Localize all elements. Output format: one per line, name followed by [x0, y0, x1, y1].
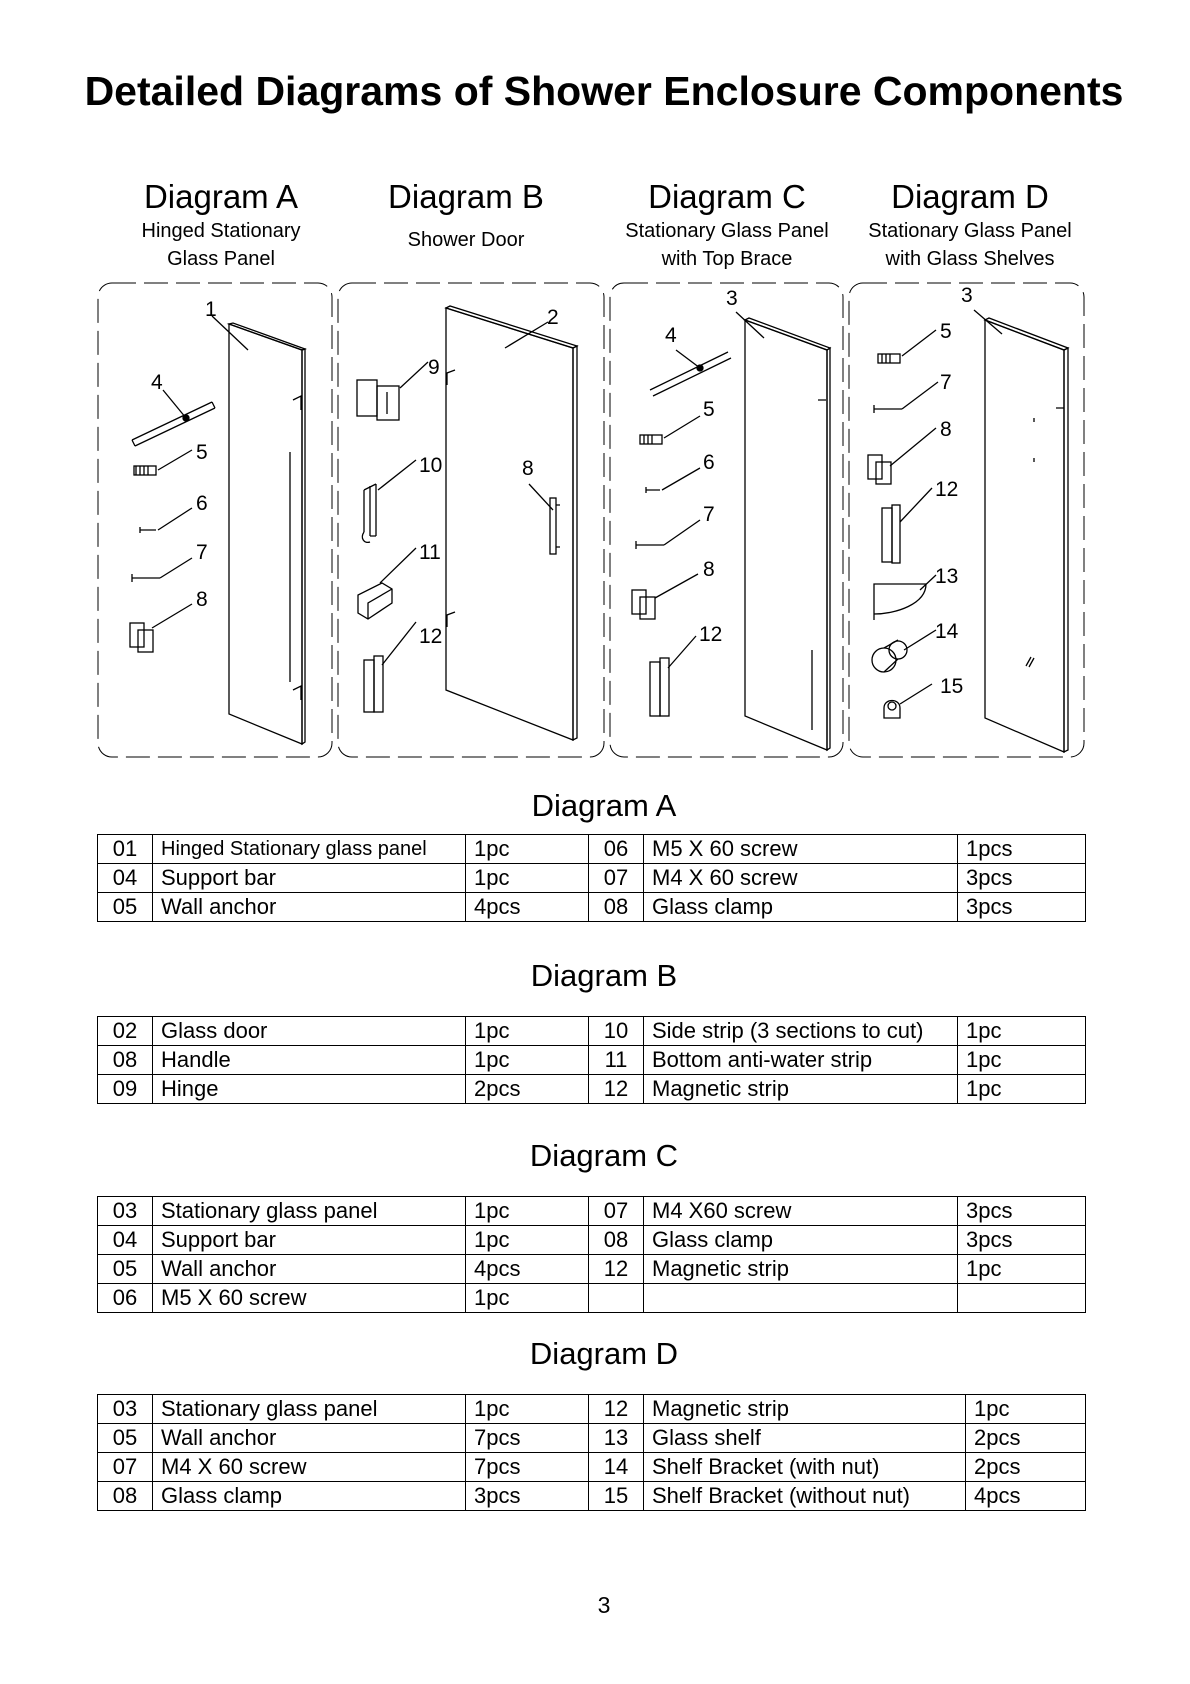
- part-number: 10: [589, 1017, 644, 1046]
- diagram-d-leader-5: [902, 330, 936, 356]
- diagram-d-callout-12: 12: [935, 478, 959, 501]
- diagram-a-subtitle-line-1: Hinged Stationary: [141, 220, 301, 242]
- table-c-heading: Diagram C: [529, 1138, 679, 1173]
- part-number: 05: [98, 893, 153, 922]
- diagram-d-callout-13: 13: [935, 565, 959, 588]
- diagram-b-callout-9: 9: [428, 356, 440, 379]
- diagram-c-callout-4: 4: [665, 324, 677, 347]
- diagram-b-header: [346, 178, 586, 253]
- part-number: 05: [98, 1255, 153, 1284]
- part-number: 07: [589, 1197, 644, 1226]
- part-name: Handle: [153, 1046, 466, 1075]
- diagram-c-callout-8: 8: [703, 558, 715, 581]
- part-number: 03: [98, 1395, 153, 1424]
- table-b-heading: Diagram B: [530, 958, 678, 993]
- diagram-b-leader-10: [378, 460, 416, 490]
- diagram-a-leader-7: [160, 558, 192, 578]
- diagram-b-leader-8: [529, 484, 553, 510]
- diagram-c-leader-4: [676, 350, 700, 368]
- diagram-b-leader-2: [505, 322, 548, 348]
- diagram-a-leader-8: [152, 604, 192, 628]
- diagram-d-callout-15: 15: [940, 675, 964, 698]
- diagram-b-magnetic-strip: [364, 656, 383, 712]
- diagram-d-title: Diagram D: [891, 178, 1049, 215]
- diagram-d-shelf-bracket-with-nut: [872, 640, 907, 672]
- diagram-b-parts-table: [97, 1016, 1086, 1104]
- part-name: [644, 1284, 958, 1313]
- diagram-c-leader-6: [662, 468, 700, 490]
- part-number: 03: [98, 1197, 153, 1226]
- diagram-d-callout-14: 14: [935, 620, 959, 643]
- diagram-b-subtitle: Shower Door: [407, 229, 525, 251]
- part-name: M4 X 60 screw: [153, 1453, 466, 1482]
- part-name: Glass shelf: [644, 1424, 966, 1453]
- part-qty: 3pcs: [466, 1482, 589, 1511]
- diagram-b-callout-11: 11: [419, 541, 441, 564]
- diagram-d-wall-anchor: [878, 354, 900, 363]
- diagram-c-callout-3: 3: [726, 287, 738, 310]
- part-qty: 3pcs: [958, 1226, 1086, 1255]
- diagram-c-leader-5: [664, 416, 700, 438]
- part-number: 02: [98, 1017, 153, 1046]
- part-name: Glass door: [153, 1017, 466, 1046]
- part-name: Shelf Bracket (with nut): [644, 1453, 966, 1482]
- part-number: [589, 1284, 644, 1313]
- part-qty: 1pc: [466, 1284, 589, 1313]
- part-qty: 1pc: [958, 1075, 1086, 1104]
- table-row: [98, 1255, 1086, 1284]
- diagram-a-callout-8: 8: [196, 588, 208, 611]
- part-name: Magnetic strip: [644, 1255, 958, 1284]
- diagram-b-title: Diagram B: [388, 178, 544, 215]
- part-qty: 4pcs: [966, 1482, 1086, 1511]
- part-qty: 1pc: [466, 1197, 589, 1226]
- part-number: 14: [589, 1453, 644, 1482]
- part-name: Glass clamp: [644, 1226, 958, 1255]
- part-number: 07: [98, 1453, 153, 1482]
- diagram-c-leader-3: [736, 312, 764, 338]
- part-name: M5 X 60 screw: [153, 1284, 466, 1313]
- diagram-b-callout-8: 8: [522, 457, 534, 480]
- diagram-d-leader-12: [900, 488, 932, 522]
- part-name: Magnetic strip: [644, 1395, 966, 1424]
- diagram-c-callout-5: 5: [703, 398, 715, 421]
- diagram-b-leader-9: [400, 362, 428, 388]
- diagram-d-subtitle-line-2: with Glass Shelves: [885, 248, 1055, 270]
- part-name: Support bar: [153, 1226, 466, 1255]
- part-number: 13: [589, 1424, 644, 1453]
- table-row: [98, 1284, 1086, 1313]
- diagram-a-callout-1: 1: [205, 298, 217, 321]
- diagram-c-callout-12: 12: [699, 623, 723, 646]
- part-qty: 2pcs: [966, 1424, 1086, 1453]
- diagram-a-glass-panel: [229, 323, 305, 744]
- diagram-a-frame: [98, 283, 332, 757]
- part-number: 12: [589, 1075, 644, 1104]
- diagram-c-support-bar: [650, 352, 731, 396]
- diagram-a-leader-6: [158, 508, 192, 530]
- part-number: 06: [589, 835, 644, 864]
- part-number: 06: [98, 1284, 153, 1313]
- table-d-heading: Diagram D: [529, 1336, 679, 1371]
- part-name: Glass clamp: [644, 893, 958, 922]
- diagram-a-callout-4: 4: [151, 371, 163, 394]
- part-qty: 2pcs: [466, 1075, 589, 1104]
- diagram-c-leader-8: [655, 574, 698, 598]
- diagram-c-leader-12: [668, 636, 696, 668]
- diagram-d-callout-3: 3: [961, 284, 973, 307]
- part-name: Wall anchor: [153, 893, 466, 922]
- table-row: [98, 1226, 1086, 1255]
- part-number: 12: [589, 1255, 644, 1284]
- diagram-d-m4-screw: [874, 405, 902, 413]
- part-qty: 1pc: [966, 1395, 1086, 1424]
- part-number: 12: [589, 1395, 644, 1424]
- part-name: Shelf Bracket (without nut): [644, 1482, 966, 1511]
- diagram-b-frame: [338, 283, 604, 757]
- table-row: [98, 864, 1086, 893]
- part-name: Wall anchor: [153, 1255, 466, 1284]
- part-name: M4 X60 screw: [644, 1197, 958, 1226]
- part-qty: 4pcs: [466, 893, 589, 922]
- part-number: 08: [98, 1482, 153, 1511]
- part-name: Stationary glass panel: [153, 1395, 466, 1424]
- diagram-a-subtitle-line-2: Glass Panel: [167, 248, 275, 270]
- part-name: M4 X 60 screw: [644, 864, 958, 893]
- part-number: 15: [589, 1482, 644, 1511]
- diagram-a-title: Diagram A: [143, 178, 299, 215]
- part-name: M5 X 60 screw: [644, 835, 958, 864]
- part-qty: 3pcs: [958, 893, 1086, 922]
- part-qty: 1pcs: [958, 835, 1086, 864]
- part-number: 08: [589, 893, 644, 922]
- diagram-a-m5-screw: [140, 527, 156, 533]
- part-qty: 1pc: [466, 1395, 589, 1424]
- diagram-d-glass-shelf: [874, 584, 926, 620]
- diagram-d-magnetic-strip: [882, 505, 900, 563]
- table-row: [98, 1046, 1086, 1075]
- diagram-a-parts-table: [97, 834, 1086, 922]
- diagram-d-leader-8: [890, 428, 936, 466]
- table-row: [98, 1197, 1086, 1226]
- diagram-a-leader-4: [163, 390, 186, 418]
- table-a-heading: Diagram A: [531, 788, 677, 823]
- table-row: [98, 893, 1086, 922]
- part-qty: 4pcs: [466, 1255, 589, 1284]
- diagram-d-leader-7: [902, 382, 938, 409]
- part-qty: 7pcs: [466, 1453, 589, 1482]
- part-qty: 7pcs: [466, 1424, 589, 1453]
- part-qty: 1pc: [466, 835, 589, 864]
- diagram-b-callout-2: 2: [547, 306, 559, 329]
- part-name: Hinge: [153, 1075, 466, 1104]
- part-number: 04: [98, 1226, 153, 1255]
- diagram-d-glass-panel: [985, 318, 1068, 752]
- diagram-c-wall-anchor: [640, 435, 662, 444]
- diagram-d-subtitle-line-1: Stationary Glass Panel: [868, 220, 1072, 242]
- part-number: 01: [98, 835, 153, 864]
- diagram-a-callout-5: 5: [196, 441, 208, 464]
- diagram-c-title: Diagram C: [648, 178, 806, 215]
- part-number: 09: [98, 1075, 153, 1104]
- diagram-a-support-bar: [132, 402, 215, 446]
- diagram-c-m4-screw: [636, 541, 664, 549]
- table-row: [98, 1482, 1086, 1511]
- diagram-c-leader-7: [664, 520, 700, 545]
- part-number: 08: [589, 1226, 644, 1255]
- table-row: [98, 1424, 1086, 1453]
- diagram-b-glass-door: [446, 306, 577, 740]
- part-number: 07: [589, 864, 644, 893]
- diagram-c-magnetic-strip: [650, 658, 669, 716]
- diagram-d-frame: [849, 283, 1084, 757]
- diagram-b-bottom-strip: [358, 583, 392, 619]
- diagram-a-wall-anchor: [134, 466, 156, 475]
- table-row: [98, 1453, 1086, 1482]
- diagram-c-parts-table: [97, 1196, 1086, 1313]
- part-qty: 1pc: [466, 1017, 589, 1046]
- page-title: Detailed Diagrams of Shower Enclosure Components: [84, 68, 1124, 114]
- part-qty: 3pcs: [958, 864, 1086, 893]
- part-name: Wall anchor: [153, 1424, 466, 1453]
- diagram-d-callout-8: 8: [940, 418, 952, 441]
- diagram-d-header: [850, 178, 1090, 272]
- diagram-d-glass-clamp: [868, 455, 891, 484]
- diagram-d-callout-7: 7: [940, 371, 952, 394]
- diagram-d-leader-3: [974, 310, 1002, 334]
- diagram-a-leader-5: [158, 450, 192, 470]
- part-qty: 3pcs: [958, 1197, 1086, 1226]
- diagram-d-parts-table: [97, 1394, 1086, 1511]
- diagram-c-frame: [610, 283, 843, 757]
- diagram-c-header: [607, 178, 847, 272]
- part-number: 11: [589, 1046, 644, 1075]
- part-qty: 1pc: [958, 1255, 1086, 1284]
- diagram-a-callout-7: 7: [196, 541, 208, 564]
- table-row: [98, 835, 1086, 864]
- diagram-d-callout-5: 5: [940, 320, 952, 343]
- diagram-c-glass-clamp: [632, 590, 655, 619]
- part-number: 04: [98, 864, 153, 893]
- diagram-c-glass-panel: [745, 318, 830, 750]
- diagram-b-callout-10: 10: [419, 454, 443, 477]
- part-name: Support bar: [153, 864, 466, 893]
- diagram-b-side-strip: [362, 484, 376, 542]
- part-name: Hinged Stationary glass panel: [153, 835, 466, 864]
- diagram-a-header: [101, 178, 341, 272]
- diagram-c-subtitle-line-2: with Top Brace: [661, 248, 793, 270]
- diagram-b-callout-12: 12: [419, 625, 443, 648]
- diagram-d-leader-15: [900, 684, 932, 704]
- page-number: 3: [597, 1592, 611, 1618]
- part-number: 08: [98, 1046, 153, 1075]
- part-number: 05: [98, 1424, 153, 1453]
- diagram-a-m4-screw: [132, 574, 160, 582]
- diagram-b-leader-11: [380, 548, 416, 583]
- diagram-c-callout-6: 6: [703, 451, 715, 474]
- part-name: Stationary glass panel: [153, 1197, 466, 1226]
- part-qty: [958, 1284, 1086, 1313]
- diagram-c-m5-screw: [646, 487, 660, 493]
- diagram-d-shelf-bracket-without-nut: [884, 701, 900, 719]
- diagram-b-hinge: [357, 380, 399, 420]
- part-name: Side strip (3 sections to cut): [644, 1017, 958, 1046]
- part-name: Bottom anti-water strip: [644, 1046, 958, 1075]
- diagram-b-leader-12: [382, 622, 416, 665]
- part-qty: 2pcs: [966, 1453, 1086, 1482]
- table-row: [98, 1395, 1086, 1424]
- diagram-c-callout-7: 7: [703, 503, 715, 526]
- diagram-d-leader-14: [904, 630, 936, 650]
- diagram-a-glass-clamp: [130, 623, 153, 652]
- table-row: [98, 1075, 1086, 1104]
- part-qty: 1pc: [466, 1226, 589, 1255]
- part-name: Glass clamp: [153, 1482, 466, 1511]
- diagram-c-subtitle-line-1: Stationary Glass Panel: [625, 220, 829, 242]
- diagram-a-callout-6: 6: [196, 492, 208, 515]
- part-qty: 1pc: [466, 864, 589, 893]
- diagram-a-leader-1: [212, 316, 248, 350]
- part-qty: 1pc: [958, 1017, 1086, 1046]
- part-name: Magnetic strip: [644, 1075, 958, 1104]
- table-row: [98, 1017, 1086, 1046]
- diagram-d-leader-13: [920, 575, 936, 590]
- part-qty: 1pc: [466, 1046, 589, 1075]
- part-qty: 1pc: [958, 1046, 1086, 1075]
